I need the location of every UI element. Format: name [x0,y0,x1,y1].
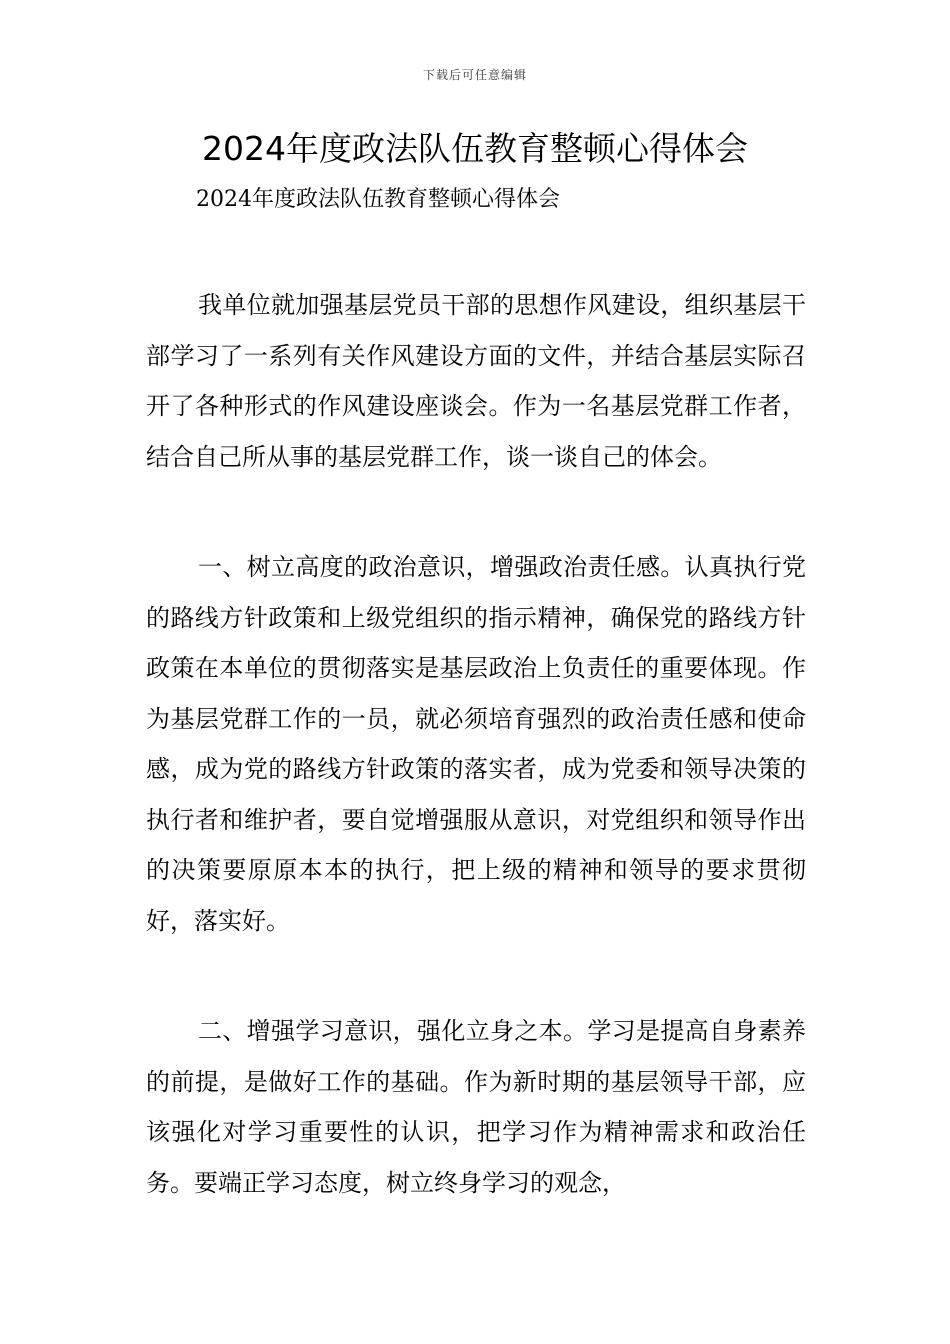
paragraph-section-1: 一、树立高度的政治意识，增强政治责任感。认真执行党的路线方针政策和上级党组织的指示精神，确保党的路线方针政策在本单位的贯彻落实是基层政治上负责任的重要体现。作为基层党群工作的一员，就必须培育强烈的政治责任感和使命感，成为党的路线方针政策的落实者，成为党委和领导决策的执行者和维护者，要自觉增强服从意识，对党组织和领导作出的决策要原原本本的执行，把上级的精神和领导的要求贯彻好，落实好。 [146,553,806,935]
header-note: 下载后可任意编辑 [422,68,527,82]
paragraph-spacer [146,482,806,542]
paragraph-intro: 我单位就加强基层党员干部的思想作风建设，组织基层干部学习了一系列有关作风建设方面的文件，并结合基层实际召开了各种形式的作风建设座谈会。作为一名基层党群工作者，结合自己所从事的基层党群工作，谈一谈自己的体会。 [146,291,806,471]
paragraph-spacer [146,946,806,1006]
document-subtitle: 2024年度政法队伍教育整顿心得体会 [196,187,560,212]
document-body [146,280,806,1208]
paragraph-section-2: 二、增强学习意识，强化立身之本。学习是提高自身素养的前提，是做好工作的基础。作为新时期的基层领导干部，应该强化对学习重要性的认识，把学习作为精神需求和政治任务。要端正学习态度，树立终身学习的观念， [146,1017,806,1197]
document-title: 2024年度政法队伍教育整顿心得体会 [202,129,748,168]
